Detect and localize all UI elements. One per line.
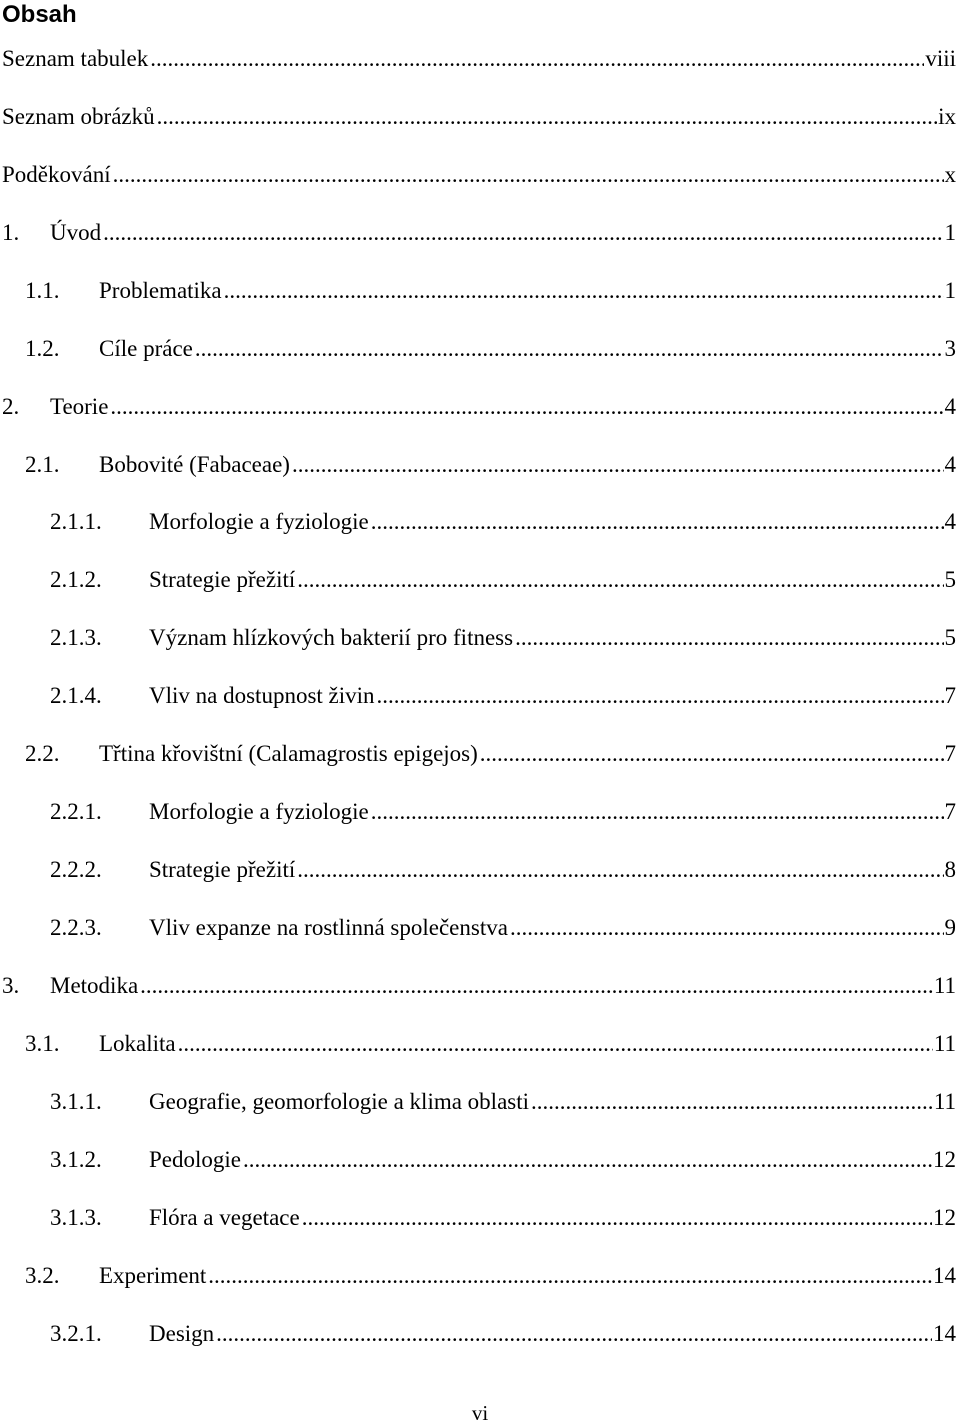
toc-entry-title: Metodika [50, 973, 139, 998]
toc-entry-2-1-3[interactable] [50, 623, 956, 653]
toc-entry-page: 9 [944, 915, 956, 940]
toc-dot-leader [371, 797, 944, 827]
toc-entry-page: 4 [944, 452, 956, 477]
toc-entry-1-2[interactable] [25, 334, 956, 364]
toc-entry-2-1-1[interactable] [50, 507, 956, 537]
toc-entry-1-1[interactable] [25, 276, 956, 306]
toc-entry-page: 7 [944, 683, 956, 708]
toc-dot-leader [157, 102, 937, 132]
toc-dot-leader [103, 218, 943, 248]
toc-entry-page: x [944, 162, 956, 187]
toc-entry-title: Strategie přežití [149, 567, 296, 592]
toc-dot-leader [243, 1145, 932, 1175]
toc-entry-title: Morfologie a fyziologie [149, 509, 369, 534]
toc-entry-number: 2.1.2. [50, 567, 102, 592]
toc-entry-title: Geografie, geomorfologie a klima oblasti [149, 1089, 530, 1114]
toc-entry-2-2-1[interactable] [50, 797, 956, 827]
toc-entry-page: ix [938, 104, 956, 129]
toc-entry-number: 2.2.3. [50, 915, 102, 940]
toc-entry-3-1-3[interactable] [50, 1203, 956, 1233]
toc-entry-number: 2.2.1. [50, 799, 102, 824]
toc-dot-leader [140, 971, 933, 1001]
toc-entry-number: 2.1.4. [50, 683, 102, 708]
toc-dot-leader [292, 450, 944, 480]
toc-entry-page: 7 [944, 799, 956, 824]
toc-entry-title: Vliv expanze na rostlinná společenstva [149, 915, 508, 940]
toc-entry-title: Vliv na dostupnost živin [149, 683, 375, 708]
toc-heading: Obsah [2, 1, 77, 28]
toc-dot-leader [208, 1261, 932, 1291]
toc-dot-leader [297, 855, 943, 885]
toc-entry-page: 4 [944, 394, 956, 419]
toc-entry-number: 3.1.2. [50, 1147, 102, 1172]
toc-entry-page: 12 [933, 1147, 956, 1172]
toc-entry-page: 12 [933, 1205, 956, 1230]
toc-dot-leader [113, 160, 944, 190]
toc-entry-page: 5 [944, 625, 956, 650]
toc-entry-2-2[interactable] [25, 739, 956, 769]
toc-entry-number: 2.2. [25, 741, 60, 766]
toc-entry-title: Experiment [99, 1263, 207, 1288]
toc-entry-2[interactable] [2, 392, 956, 422]
toc-entry-number: 2.2.2. [50, 857, 102, 882]
toc-dot-leader [302, 1203, 932, 1233]
toc-entry-number: 3.1.1. [50, 1089, 102, 1114]
toc-entry-title: Význam hlízkových bakterií pro fitness [149, 625, 514, 650]
toc-entry-seznam-obrazku[interactable] [2, 102, 956, 132]
toc-entry-2-2-2[interactable] [50, 855, 956, 885]
toc-entry-title: Flóra a vegetace [149, 1205, 300, 1230]
toc-entry-3-1-1[interactable] [50, 1087, 956, 1117]
toc-entry-3[interactable] [2, 971, 956, 1001]
toc-dot-leader [377, 681, 944, 711]
toc-entry-number: 3. [2, 973, 20, 998]
toc-entry-3-1-2[interactable] [50, 1145, 956, 1175]
toc-entry-number: 2. [2, 394, 20, 419]
toc-entry-page: 4 [944, 509, 956, 534]
toc-entry-number: 2.1.3. [50, 625, 102, 650]
toc-entry-3-2-1[interactable] [50, 1319, 956, 1349]
toc-dot-leader [178, 1029, 933, 1059]
toc-entry-number: 3.2.1. [50, 1321, 102, 1346]
toc-dot-leader [195, 334, 944, 364]
toc-entry-title: Design [149, 1321, 215, 1346]
toc-entry-number: 1.1. [25, 278, 60, 303]
toc-entry-page: 11 [933, 973, 956, 998]
toc-entry-2-1[interactable] [25, 450, 956, 480]
toc-entry-page: 1 [944, 278, 956, 303]
toc-entry-page: 3 [944, 336, 956, 361]
toc-entry-page: 5 [944, 567, 956, 592]
toc-entry-2-1-4[interactable] [50, 681, 956, 711]
toc-entry-number: 3.1. [25, 1031, 60, 1056]
toc-entry-1[interactable] [2, 218, 956, 248]
toc-entry-title: Lokalita [99, 1031, 176, 1056]
toc-entry-seznam-tabulek[interactable] [2, 44, 956, 74]
page-number: vi [471, 1401, 489, 1425]
toc-entry-page: 1 [944, 220, 956, 245]
toc-entry-number: 1. [2, 220, 20, 245]
toc-dot-leader [297, 565, 943, 595]
toc-entry-page: 7 [944, 741, 956, 766]
toc-dot-leader [531, 1087, 933, 1117]
toc-entry-3-2[interactable] [25, 1261, 956, 1291]
toc-dot-leader [216, 1319, 932, 1349]
toc-entry-podekovani[interactable] [2, 160, 956, 190]
toc-dot-leader [480, 739, 944, 769]
toc-entry-title: Teorie [50, 394, 109, 419]
toc-entry-3-1[interactable] [25, 1029, 956, 1059]
toc-entry-number: 2.1. [25, 452, 60, 477]
toc-entry-title: Seznam tabulek [2, 46, 149, 71]
toc-entry-number: 3.2. [25, 1263, 60, 1288]
toc-entry-title: Morfologie a fyziologie [149, 799, 369, 824]
toc-dot-leader [110, 392, 943, 422]
toc-entry-page: 11 [933, 1031, 956, 1056]
toc-entry-title: Cíle práce [99, 336, 193, 361]
toc-entry-page: 8 [944, 857, 956, 882]
toc-entry-title: Bobovité (Fabaceae) [99, 452, 290, 477]
toc-entry-title: Pedologie [149, 1147, 241, 1172]
toc-entry-page: 14 [933, 1321, 956, 1346]
toc-entry-page: 11 [933, 1089, 956, 1114]
toc-entry-title: Seznam obrázků [2, 104, 155, 129]
toc-entry-title: Úvod [50, 220, 102, 245]
toc-dot-leader [510, 913, 944, 943]
toc-dot-leader [150, 44, 924, 74]
toc-entry-2-2-3[interactable] [50, 913, 956, 943]
toc-entry-number: 3.1.3. [50, 1205, 102, 1230]
toc-entry-number: 1.2. [25, 336, 60, 361]
toc-entry-2-1-2[interactable] [50, 565, 956, 595]
toc-dot-leader [371, 507, 944, 537]
toc-entry-title: Problematika [99, 278, 222, 303]
toc-dot-leader [224, 276, 944, 306]
toc-entry-title: Poděkování [2, 162, 111, 187]
toc-entry-title: Třtina křovištní (Calamagrostis epigejos) [99, 741, 478, 766]
toc-entry-page: 14 [933, 1263, 956, 1288]
toc-entry-title: Strategie přežití [149, 857, 296, 882]
toc-dot-leader [515, 623, 943, 653]
toc-entry-number: 2.1.1. [50, 509, 102, 534]
toc-entry-page: viii [925, 46, 956, 71]
